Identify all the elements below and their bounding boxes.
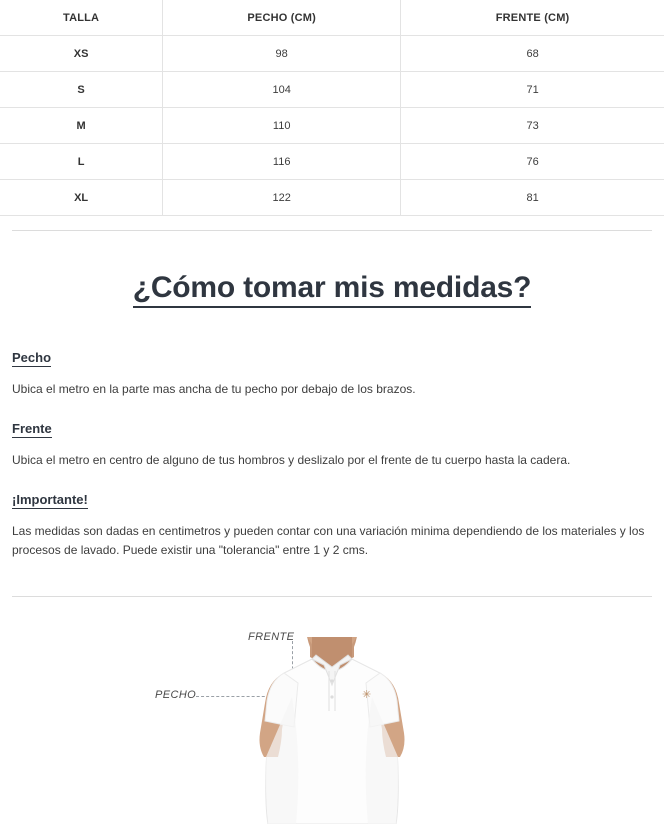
divider-top [12, 230, 652, 231]
section-text-frente: Ubica el metro en centro de alguno de tus hombros y deslizalo por el frente de tu cuerpo hasta la cadera. [12, 453, 571, 467]
column-header-frente: FRENTE (CM) [401, 0, 664, 36]
table-row [0, 144, 664, 180]
cell-talla: M [0, 108, 163, 144]
cell-frente: 71 [401, 72, 664, 108]
section-text-pecho: Ubica el metro en la parte mas ancha de tu pecho por debajo de los brazos. [12, 382, 416, 396]
section-title-frente: Frente [12, 421, 52, 436]
cell-talla: XL [0, 180, 163, 216]
section-text-importante: Las medidas son dadas en centimetros y pueden contar con una variación minima dependiendo de los materiales y los procesos de lavado. Puede existir una "tolerancia" entre 1 y 2 cms. [12, 524, 645, 557]
cell-pecho: 122 [163, 180, 401, 216]
section-title-pecho: Pecho [12, 350, 52, 365]
figure-label-frente: FRENTE [248, 631, 295, 643]
table-header-row [0, 0, 664, 36]
page-title-text: ¿Cómo tomar mis medidas? [133, 271, 532, 308]
cell-talla: S [0, 72, 163, 108]
cell-talla: L [0, 144, 163, 180]
cell-frente: 73 [401, 108, 664, 144]
divider-bottom [12, 596, 652, 597]
cell-frente: 76 [401, 144, 664, 180]
figure-label-pecho: PECHO [155, 689, 197, 701]
column-header-talla: TALLA [0, 0, 163, 36]
cell-pecho: 98 [163, 36, 401, 72]
table-row [0, 36, 664, 72]
table-row [0, 72, 664, 108]
instructions-section [0, 349, 664, 560]
table-row [0, 180, 664, 216]
logo-emblem-icon: ✳ [362, 689, 372, 701]
column-header-pecho: PECHO (CM) [163, 0, 401, 36]
cell-pecho: 110 [163, 108, 401, 144]
cell-frente: 68 [401, 36, 664, 72]
page-title [0, 271, 664, 305]
measurement-illustration [0, 619, 664, 824]
cell-talla: XS [0, 36, 163, 72]
section-title-importante: ¡Importante! [12, 492, 88, 507]
cell-frente: 81 [401, 180, 664, 216]
cell-pecho: 116 [163, 144, 401, 180]
cell-pecho: 104 [163, 72, 401, 108]
model-illustration-svg [232, 637, 432, 824]
model-photo [232, 637, 432, 824]
table-row [0, 108, 664, 144]
size-chart-table [0, 0, 664, 216]
